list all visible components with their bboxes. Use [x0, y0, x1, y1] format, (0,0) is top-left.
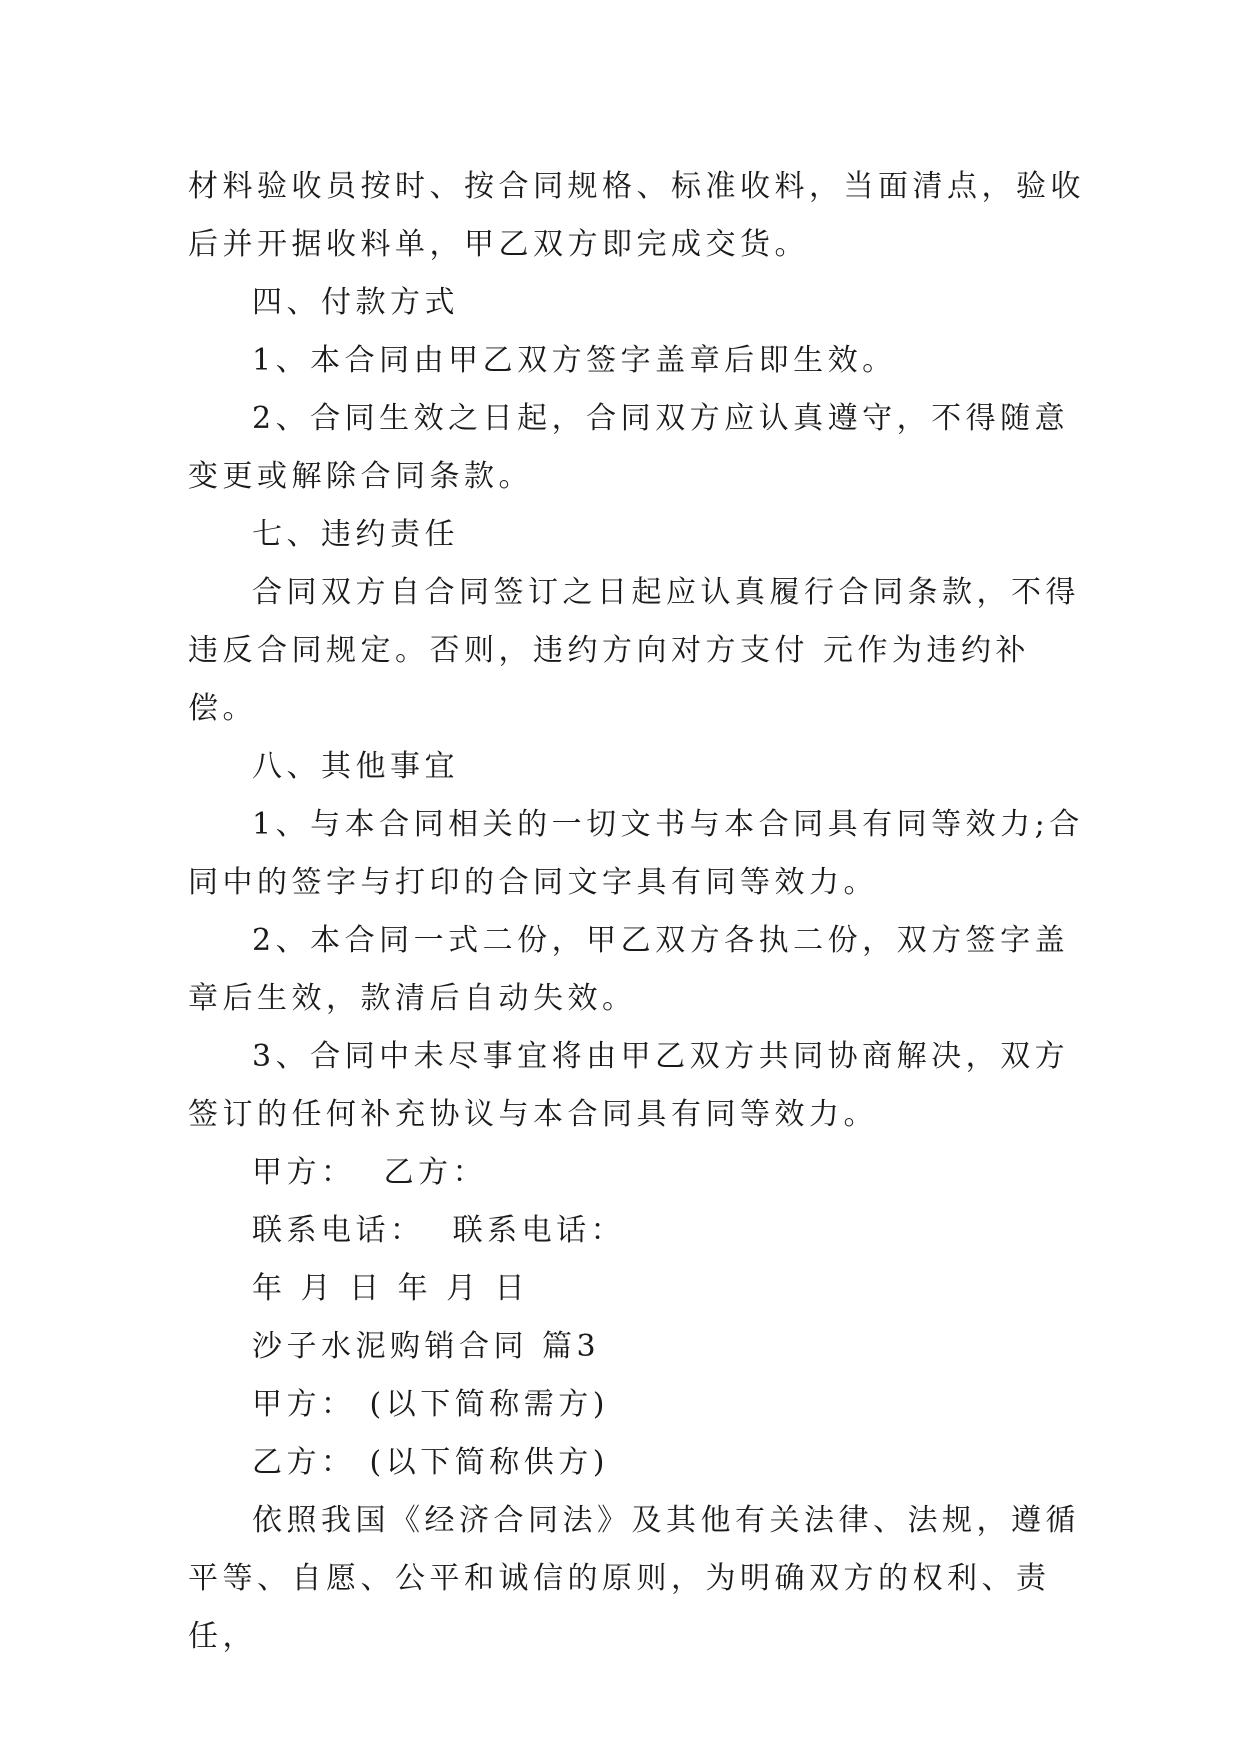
clause: 1、与本合同相关的一切文书与本合同具有同等效力;合同中的签字与打印的合同文字具有同等效力。: [188, 807, 1084, 900]
section-heading: 八、其他事宜: [252, 749, 459, 784]
signature-dates: 年 月 日 年 月 日: [252, 1271, 530, 1306]
signature-phones: 联系电话： 联系电话：: [252, 1213, 626, 1248]
clause: 2、合同生效之日起，合同双方应认真遵守，不得随意变更或解除合同条款。: [188, 401, 1070, 494]
document-body: [188, 158, 1088, 1666]
paragraph: 合同双方自合同签订之日起应认真履行合同条款，不得违反合同规定。否则，违约方向对方支付 元作为违约补偿。: [188, 575, 1080, 726]
clause: 2、本合同一式二份，甲乙双方各执二份，双方签字盖章后生效，款清后自动失效。: [188, 923, 1070, 1016]
paragraph: 材料验收员按时、按合同规格、标准收料，当面清点，验收后并开据收料单，甲乙双方即完成交货。: [188, 169, 1085, 262]
clause: 3、合同中未尽事宜将由甲乙双方共同协商解决，双方签订的任何补充协议与本合同具有同等效力。: [188, 1039, 1070, 1132]
paragraph: 依照我国《经济合同法》及其他有关法律、法规，遵循平等、自愿、公平和诚信的原则，为明确双方的权利、责任，: [188, 1503, 1080, 1654]
contract-title: 沙子水泥购销合同 篇3: [252, 1329, 601, 1364]
section-heading: 四、付款方式: [252, 285, 459, 320]
signature-parties: 甲方： 乙方：: [252, 1155, 488, 1190]
party-b-line: 乙方： (以下简称供方): [252, 1445, 609, 1480]
party-a-line: 甲方： (以下简称需方): [252, 1387, 609, 1422]
section-heading: 七、违约责任: [252, 517, 459, 552]
clause: 1、本合同由甲乙双方签字盖章后即生效。: [252, 343, 897, 378]
